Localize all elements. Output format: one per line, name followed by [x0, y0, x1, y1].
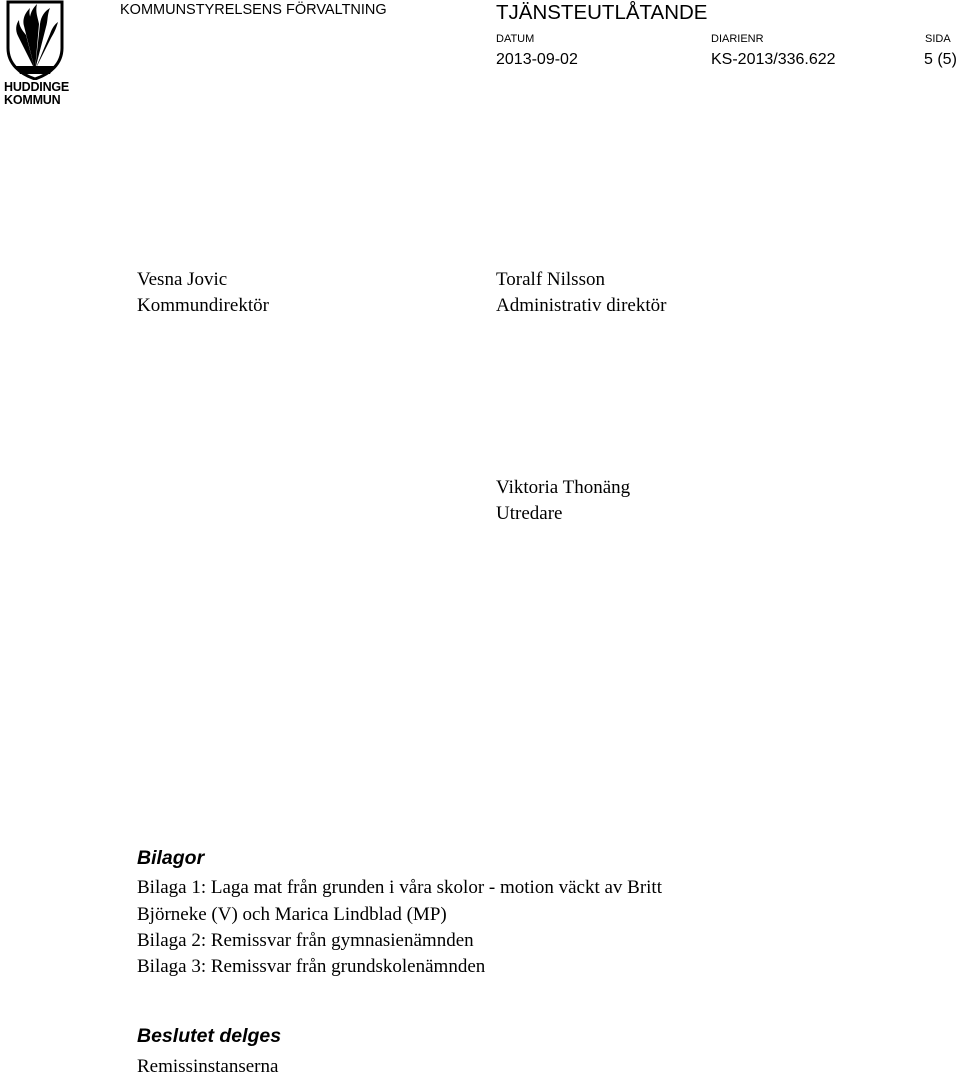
- signature-title: Administrativ direktör: [496, 295, 667, 316]
- appendix-line: Bilaga 2: Remissvar från gymnasienämnden: [137, 930, 474, 951]
- reference-value: KS-2013/336.622: [711, 51, 836, 68]
- appendix-line: Bilaga 3: Remissvar från grundskolenämnden: [137, 956, 486, 977]
- document-type: TJÄNSTEUTLÅTANDE: [496, 1, 708, 24]
- appendix-line: Björneke (V) och Marica Lindblad (MP): [137, 904, 447, 925]
- logo-text-huddinge: HUDDINGE: [4, 80, 70, 94]
- organization-name: KOMMUNSTYRELSENS FÖRVALTNING: [120, 2, 387, 18]
- municipality-logo: [4, 0, 70, 108]
- signature-name: Viktoria Thonäng: [496, 477, 631, 498]
- distribution-heading: Beslutet delges: [137, 1025, 282, 1047]
- signature-name: Vesna Jovic: [137, 269, 228, 290]
- signature-name: Toralf Nilsson: [496, 269, 605, 290]
- page-label: SIDA: [925, 33, 951, 45]
- page-value: 5 (5): [924, 51, 957, 68]
- reference-label: DIARIENR: [711, 33, 764, 45]
- date-value: 2013-09-02: [496, 51, 578, 68]
- logo-text-kommun: KOMMUN: [4, 93, 61, 107]
- appendices-heading: Bilagor: [137, 847, 205, 869]
- date-label: DATUM: [496, 33, 535, 45]
- signature-title: Kommundirektör: [137, 295, 269, 316]
- appendix-line: Bilaga 1: Laga mat från grunden i våra skolor - motion väckt av Britt: [137, 877, 662, 898]
- signature-title: Utredare: [496, 503, 563, 524]
- distribution-recipient: Remissinstanserna: [137, 1056, 279, 1077]
- coat-of-arms-icon: [4, 0, 66, 80]
